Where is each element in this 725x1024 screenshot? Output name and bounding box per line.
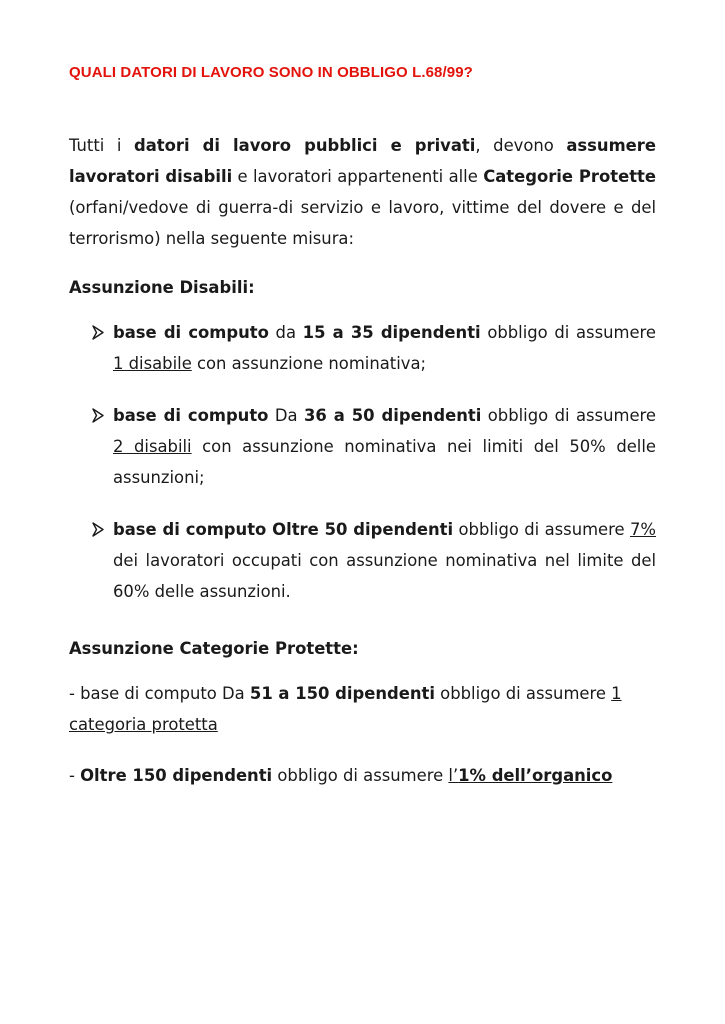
- item-underlined-quota: 1 categoria protetta: [69, 684, 622, 734]
- item-bold-base: base di computo Oltre 50 dipendenti: [113, 520, 454, 539]
- item-bold-base: base di computo: [113, 323, 269, 342]
- item-text: con assunzione nominativa;: [191, 354, 427, 373]
- item-underlined-prefix: l’: [448, 766, 459, 785]
- arrowhead-bullet-icon: [91, 400, 105, 431]
- arrowhead-bullet-icon: [91, 514, 105, 545]
- item-text: da: [268, 323, 303, 342]
- item-underlined-quota: 1 disabile: [113, 354, 192, 373]
- intro-text-4: (orfani/vedove di guerra-di servizio e lavoro, vittime del dovere e del terrorismo) nella seguente misura:: [69, 198, 656, 248]
- document-title: QUALI DATORI DI LAVORO SONO IN OBBLIGO L.68/99?: [69, 64, 473, 81]
- list-item: [69, 400, 656, 493]
- section-heading-disabili: Assunzione Disabili:: [69, 278, 255, 297]
- item-bold-range: 36 a 50 dipendenti: [304, 406, 482, 425]
- section-heading-protette: Assunzione Categorie Protette:: [69, 639, 359, 658]
- intro-text-2: , devono: [475, 136, 567, 155]
- item-text: obbligo di assumere: [480, 323, 657, 342]
- intro-bold-protected-categories: Categorie Protette: [483, 167, 656, 186]
- disabili-bullet-list: [69, 317, 656, 607]
- list-item: [69, 678, 656, 740]
- item-underlined-bold-quota: 1% dell’organico: [458, 766, 613, 785]
- intro-bold-employers: datori di lavoro pubblici e privati: [134, 136, 476, 155]
- item-text: Da: [268, 406, 304, 425]
- list-item: [69, 514, 656, 607]
- item-underlined-quota: 2 disabili: [113, 437, 192, 456]
- item-bold-range: 15 a 35 dipendenti: [302, 323, 481, 342]
- intro-paragraph: [69, 130, 656, 254]
- item-text: obbligo di assumere: [453, 520, 630, 539]
- item-text: con assunzione nominativa nei limiti del 50% delle assunzioni;: [113, 437, 657, 487]
- item-text: -: [69, 766, 81, 785]
- list-item: [69, 317, 656, 379]
- item-text: obbligo di assumere: [272, 766, 449, 785]
- document-page: [69, 62, 656, 807]
- item-bold-range: 51 a 150 dipendenti: [249, 684, 435, 703]
- item-text: obbligo di assumere: [434, 684, 612, 703]
- list-item: [69, 760, 656, 791]
- item-underlined-quota: 7%: [629, 520, 656, 539]
- arrowhead-bullet-icon: [91, 317, 105, 348]
- item-text: obbligo di assumere: [481, 406, 657, 425]
- intro-text-3: e lavoratori appartenenti alle: [232, 167, 484, 186]
- item-text: - base di computo Da: [69, 684, 250, 703]
- intro-text-1: Tutti i: [69, 136, 134, 155]
- intro-bold-hire-disabled: assumere lavoratori disabili: [69, 136, 656, 186]
- item-text: dei lavoratori occupati con assunzione nominativa nel limite del 60% delle assunzioni.: [113, 551, 656, 601]
- item-bold-range: Oltre 150 dipendenti: [80, 766, 273, 785]
- item-bold-base: base di computo: [113, 406, 269, 425]
